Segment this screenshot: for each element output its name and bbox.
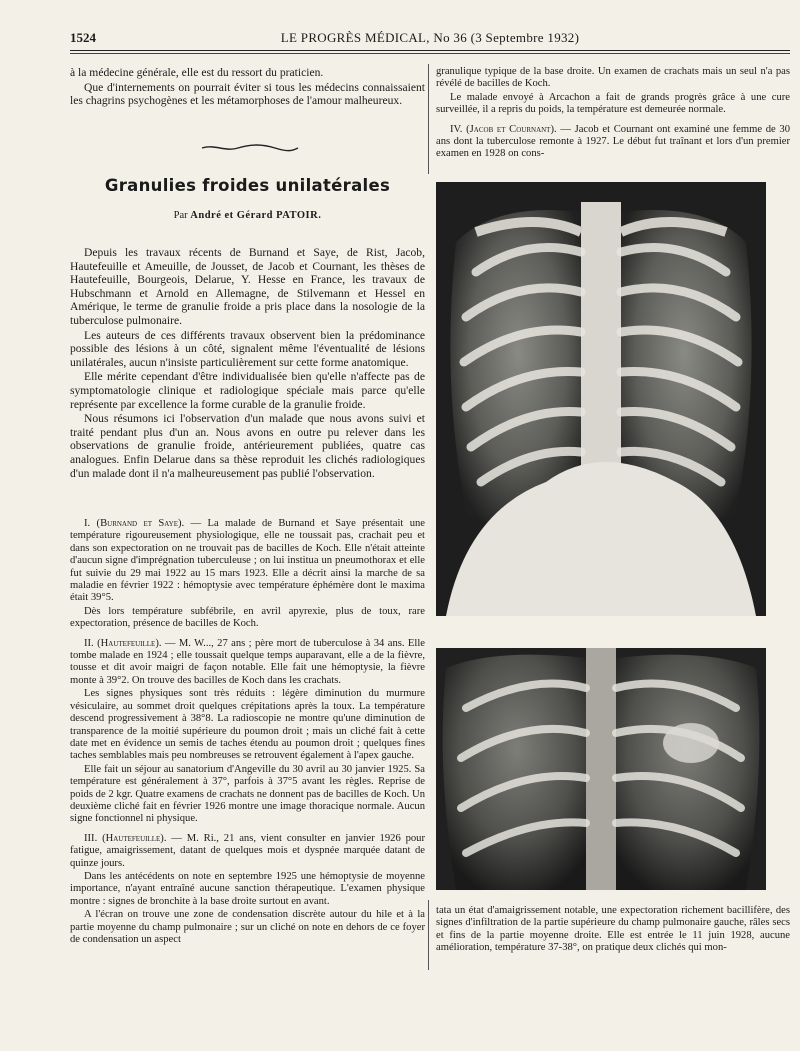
xray-image-1 xyxy=(436,182,766,616)
left-column-body xyxy=(70,246,425,481)
right-column-bottom xyxy=(436,905,790,956)
case-paragraph: Dans les antécédents on note en septembre 1925 une hémoptysie de moyenne importance, n'ayant entraîné aucune sanction thérapeutique. L'examen physique montre : signes de bronchite à la base droite surtout en avant. xyxy=(70,870,425,907)
byline xyxy=(70,210,425,221)
paragraph: Nous résumons ici l'observation d'un malade que nous avons suivi et traité pendant plus d'un an. Nous avons en outre pu relever dans les observations de granulie froide, antérieurement publiées, quatre cas analogues. Enfin Delarue dans sa thèse reproduit les clichés radiologiques d'un malade dont il n'a malheureusement pas publié l'observation. xyxy=(70,412,425,480)
paragraph: granulique typique de la base droite. Un examen de crachats mais un seul n'a pas révélé de bacilles de Koch. xyxy=(436,66,790,90)
case-paragraph xyxy=(70,518,425,605)
header-rule xyxy=(70,50,790,51)
case-label: III. (Hautefeuille). xyxy=(84,832,167,844)
paragraph: Que d'internements on pourrait éviter si tous les médecins connaissaient les chagrins psychogènes et les métamorphoses de l'amour malheureux. xyxy=(70,80,425,108)
paragraph: tata un état d'amaigrissement notable, une expectoration richement bacillifère, des signes d'infiltration de la partie supérieure du champ pulmonaire gauche, râles secs et fins de la partie moyenne droite. Elle est entrée le 11 juin 1928, aucune amélioration, température 37-38°, on pratique deux clichés qui mon- xyxy=(436,905,790,954)
paragraph: Elle mérite cependant d'être individualisée bien qu'elle n'affecte pas de symptomatologie clinique et radiologique spéciale mais parce qu'elle représente par excellence la forme curable de la granulie froide. xyxy=(70,370,425,411)
case-text: — M. Ri., 21 ans, vient consulter en janvier 1926 pour fatigue, amaigrissement, datant de quelques mois et dyspnée marquée datant de quinze jours. xyxy=(70,832,425,869)
case-paragraph: Les signes physiques sont très réduits : légère diminution du murmure vésiculaire, au sommet droit quelques crépitations après la toux. La température descend progressivement à 38°8. La radioscopie ne montre qu'une diminution de transparence de la moitié supérieure du poumon droit ; mais un cliché fait à cette date met en évidence un semis de taches étendu au poumon droit ; quelques fines taches semblables mais peu nombreuses se retrouvent également à l'apex gauche. xyxy=(70,688,425,762)
page-header xyxy=(70,30,790,48)
xray-image-2 xyxy=(436,648,766,890)
column-divider xyxy=(428,64,429,174)
case-label: IV. (Jacob et Cournant). xyxy=(450,123,557,135)
left-column-cases xyxy=(70,518,425,947)
case-label: II. (Hautefeuille). xyxy=(84,637,162,649)
case-paragraph xyxy=(436,124,790,161)
paragraph: Depuis les travaux récents de Burnand et Saye, de Rist, Jacob, Hautefeuille et Ameuille, de Jousset, de Jacob et Cournant, les thèses de Hautefeuille, Bourgeois, Delarue, Y. Hesse en France, les travaux de Hubschmann et Arnold en Allemagne, de Stilvemann et Hessel en Amérique, le terme de granulie froide a pris place dans la nosologie de la tuberculose pulmonaire. xyxy=(70,246,425,327)
article-title: Granulies froides unilatérales xyxy=(104,176,391,195)
case-paragraph xyxy=(70,833,425,870)
case-paragraph: Elle fait un séjour au sanatorium d'Angeville du 30 avril au 30 janvier 1925. Sa température est généralement à 37°, parfois à 37°5 avant les règles. Reprise de poids de 2 kgr. Quatre examens de crachats ne donnent pas de bacilles de Koch. Un deuxième cliché fait en février 1926 montre une image thoracique normale. Aucun signe fonctionnel ni physique. xyxy=(70,763,425,825)
column-divider-bottom xyxy=(428,900,429,970)
page-number: 1524 xyxy=(70,30,96,45)
case-paragraph xyxy=(70,638,425,688)
byline-authors: André et Gérard PATOIR. xyxy=(190,210,322,221)
paragraph: à la médecine générale, elle est du ressort du praticien. xyxy=(70,66,324,79)
journal-title: LE PROGRÈS MÉDICAL, No 36 (3 Septembre 1932) xyxy=(280,30,580,45)
byline-prefix: Par xyxy=(173,210,188,221)
case-text: — M. W..., 27 ans ; père mort de tuberculose à 34 ans. Elle tombe malade en 1924 ; elle toussait quelque temps auparavant, elle a de la fièvre, tousse et dit avoir maigri de façon notable. Elle fait une hémoptysie, la fièvre monte à 39°2. On trouve des bacilles de Koch dans les crachats. xyxy=(70,637,425,686)
left-column-top xyxy=(70,66,425,109)
case-label: I. (Burnand et Saye). xyxy=(84,518,185,529)
case-text: — La malade de Burnand et Saye présentait une température rigoureusement physiologique, elle ne toussait pas, crachait peu et dans son expectoration on ne trouvait pas de bacilles de Koch. Elle n'était atteinte d'aucun signe d'imprégnation tuberculeuse ; on lui institua un pneumothorax et elle fut suivie du 29 mai 1922 au 15 mars 1923. Elle a décrit ainsi la marche de sa maladie en février 1922 : hémoptysie avec température éphémère dont le maxima était 39°5. xyxy=(70,518,425,604)
header-rule-thin xyxy=(70,53,790,54)
case-paragraph: Dès lors température subfébrile, en avril apyrexie, plus de toux, rare expectoration, présence de bacilles de Koch. xyxy=(70,605,425,630)
case-paragraph: A l'écran on trouve une zone de condensation discrète autour du hile et à la partie moyenne du champ pulmonaire ; sur un cliché on note en dehors de ce foyer de condensation un aspect xyxy=(70,909,425,945)
section-ornament xyxy=(200,141,300,155)
right-column-top xyxy=(436,66,790,162)
paragraph: Le malade envoyé à Arcachon a fait de grands progrès grâce à une cure surveillée, il a repris du poids, la température est demeurée normale. xyxy=(436,91,790,116)
case-text: — Jacob et Cournant ont examiné une femme de 30 ans dont la tuberculose remonte à 1927. Le début fut traînant et lors d'un premier examen en 1928 on cons- xyxy=(436,123,790,160)
paragraph: Les auteurs de ces différents travaux observent bien la prédominance possible des lésions à un côté, signalent même l'éventualité de lésions unilatérales, aucun n'insiste particulièrement sur cette forme anatomique. xyxy=(70,328,425,369)
